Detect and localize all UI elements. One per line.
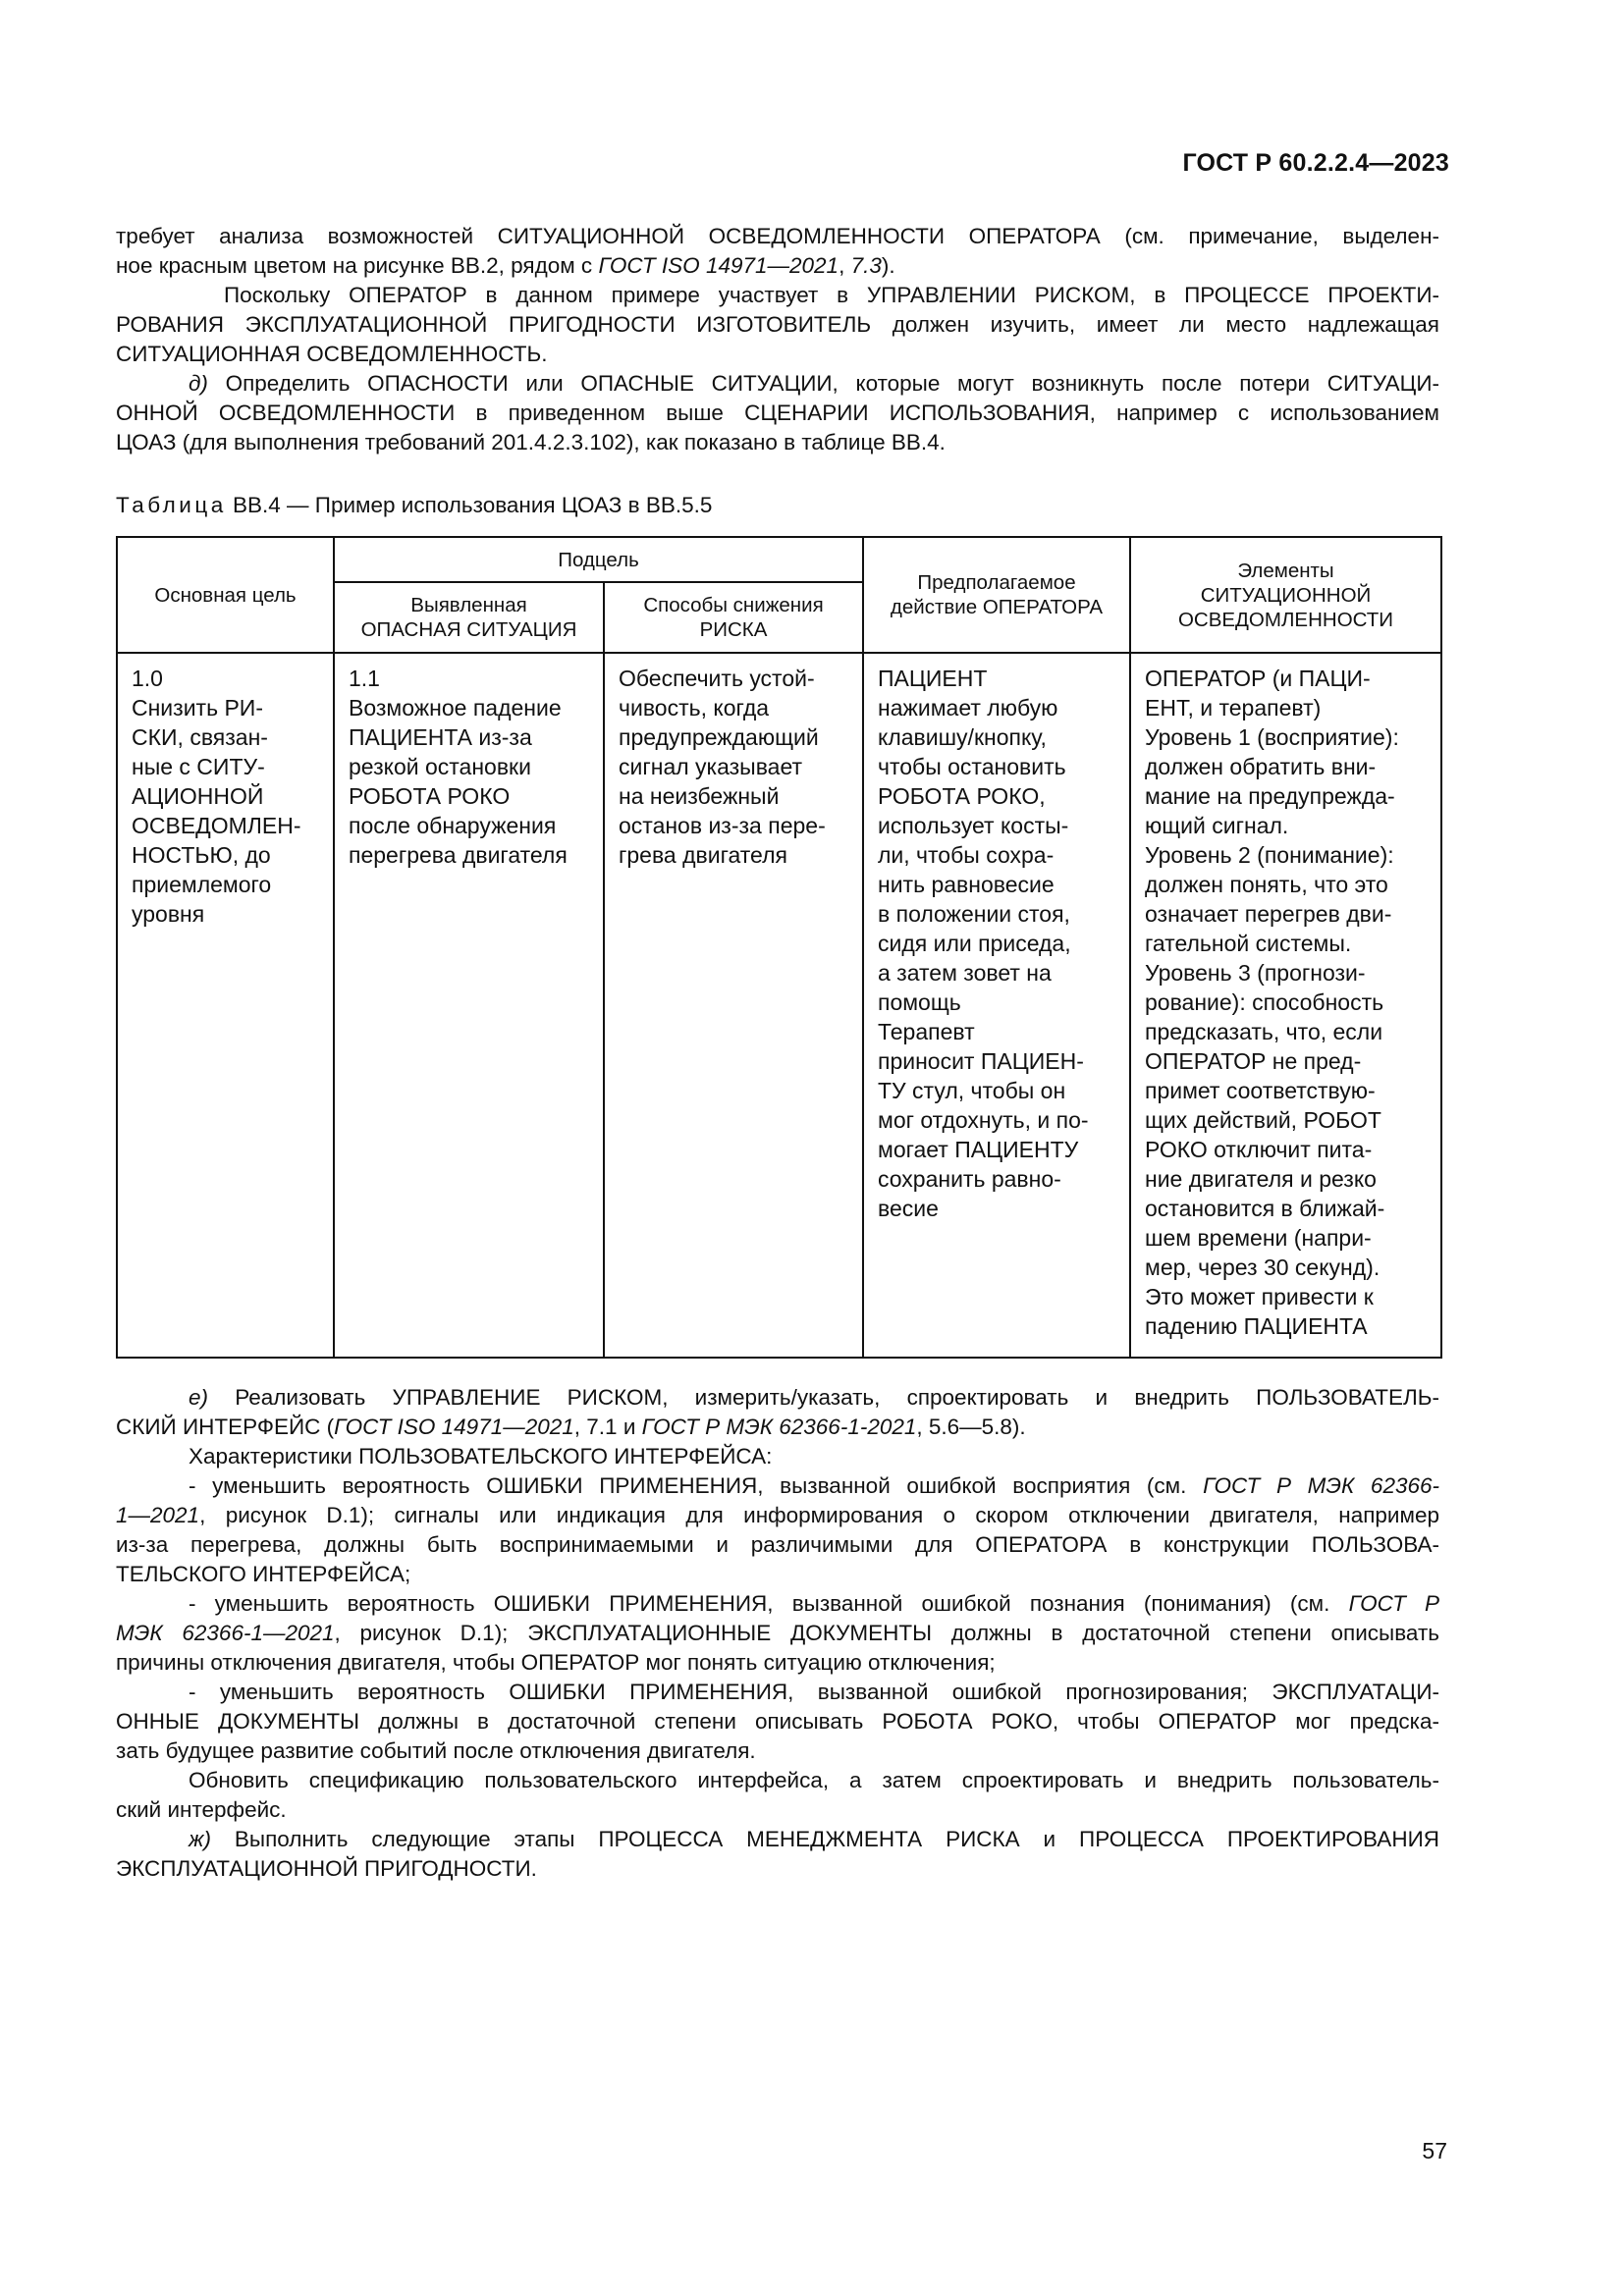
- cell-line: ЕНТ, и терапевт): [1145, 695, 1322, 721]
- cell-line: рование): способность: [1145, 989, 1384, 1015]
- table-cell-sa-elements: [1130, 653, 1441, 1358]
- page-number: 57: [1422, 2138, 1447, 2163]
- cell-line: в положении стоя,: [878, 901, 1070, 927]
- cell-line: ТУ стул, чтобы он: [878, 1078, 1066, 1103]
- cell-line: останов из-за пере-: [619, 813, 826, 838]
- cell-line: а затем зовет на: [878, 960, 1052, 986]
- cell-line: СКИ, связан-: [132, 724, 268, 750]
- cell-line: РОКО отключит пита-: [1145, 1137, 1373, 1162]
- text-line: ОННОЙ ОСВЕДОМЛЕННОСТИ в приведенном выше СЦЕНАРИИ ИСПОЛЬЗОВАНИЯ, например с использованием: [116, 400, 1439, 425]
- text-line: Поскольку ОПЕРАТОР в данном примере участвует в УПРАВЛЕНИИ РИСКОМ, в ПРОЦЕССЕ ПРОЕКТИ-: [224, 283, 1439, 307]
- cell-line: нажимает любую: [878, 695, 1058, 721]
- text-line: ЦОАЗ (для выполнения требований 201.4.2.3.102), как показано в таблице BB.4.: [116, 430, 946, 454]
- text-line: ж) Выполнить следующие этапы ПРОЦЕССА МЕНЕДЖМЕНТА РИСКА и ПРОЦЕССА ПРОЕКТИРОВАНИЯ: [189, 1827, 1439, 1851]
- cell-line: ние двигателя и резко: [1145, 1166, 1377, 1192]
- cell-line: означает перегрев дви-: [1145, 901, 1392, 927]
- cell-line: Уровень 1 (восприятие):: [1145, 724, 1399, 750]
- cell-line: весие: [878, 1196, 939, 1221]
- cell-line: грева двигателя: [619, 842, 787, 868]
- cell-line: мер, через 30 секунд).: [1145, 1255, 1380, 1280]
- text-line: причины отключения двигателя, чтобы ОПЕРАТОР мог понять ситуацию отключения;: [116, 1650, 996, 1675]
- cell-line: чивость, когда: [619, 695, 770, 721]
- text-line: РОВАНИЯ ЭКСПЛУАТАЦИОННОЙ ПРИГОДНОСТИ ИЗГОТОВИТЕЛЬ должен изучить, имеет ли место надлежащая: [116, 312, 1439, 337]
- text-line: МЭК 62366-1—2021, рисунок D.1); ЭКСПЛУАТАЦИОННЫЕ ДОКУМЕНТЫ должны в достаточной степени описывать: [116, 1621, 1439, 1645]
- cell-line: Терапевт: [878, 1019, 975, 1044]
- text-line: ЭКСПЛУАТАЦИОННОЙ ПРИГОДНОСТИ.: [116, 1856, 537, 1881]
- text-line: е) Реализовать УПРАВЛЕНИЕ РИСКОМ, измерить/указать, спроектировать и внедрить ПОЛЬЗОВАТЕЛЬ-: [189, 1385, 1439, 1410]
- cell-line: сигнал указывает: [619, 754, 803, 779]
- header-subgoal: Подцель: [334, 537, 863, 582]
- header-hazard: Выявленная ОПАСНАЯ СИТУАЦИЯ: [334, 582, 604, 653]
- cell-line: падению ПАЦИЕНТА: [1145, 1313, 1368, 1339]
- header-sa-elements: Элементы СИТУАЦИОННОЙ ОСВЕДОМЛЕННОСТИ: [1130, 537, 1441, 653]
- cell-line: шем времени (напри-: [1145, 1225, 1372, 1251]
- text-line: 1—2021, рисунок D.1); сигналы или индикация для информирования о скором отключении двигателя, например: [116, 1503, 1439, 1527]
- table-cell-mitigation: [604, 653, 863, 1358]
- document-id: ГОСТ Р 60.2.2.4—2023: [1182, 149, 1449, 177]
- cell-line: резкой остановки: [349, 754, 531, 779]
- text-line: ский интерфейс.: [116, 1797, 287, 1822]
- cell-line: мог отдохнуть, и по-: [878, 1107, 1089, 1133]
- cell-line: приносит ПАЦИЕН-: [878, 1048, 1084, 1074]
- text-line: Обновить спецификацию пользовательского интерфейса, а затем спроектировать и внедрить пользователь-: [189, 1768, 1439, 1792]
- table-cell-main-goal: [117, 653, 334, 1358]
- cell-line: щих действий, РОБОТ: [1145, 1107, 1381, 1133]
- table-cell-operator-action: [863, 653, 1130, 1358]
- header-main-goal: Основная цель: [117, 537, 334, 653]
- cell-line: ПАЦИЕНТ: [878, 666, 988, 691]
- cell-line: ющий сигнал.: [1145, 813, 1289, 838]
- cell-line: ОПЕРАТОР не пред-: [1145, 1048, 1362, 1074]
- text-line: из-за перегрева, должны быть воспринимаемыми и различимыми для ОПЕРАТОРА в конструкции ПОЛЬЗОВА-: [116, 1532, 1439, 1557]
- text-line: ное красным цветом на рисунке BB.2, рядом с ГОСТ ISO 14971—2021, 7.3).: [116, 253, 895, 278]
- cell-line: НОСТЬЮ, до: [132, 842, 271, 868]
- table-caption: Таблица BB.4 — Пример использования ЦОАЗ в BB.5.5: [116, 493, 713, 517]
- text-line: - уменьшить вероятность ОШИБКИ ПРИМЕНЕНИЯ, вызванной ошибкой прогнозирования; ЭКСПЛУАТАЦИ-: [189, 1680, 1439, 1704]
- cell-line: нить равновесие: [878, 872, 1055, 897]
- cell-line: РОБОТА РОКО,: [878, 783, 1046, 809]
- cell-line: предупреждающий: [619, 724, 819, 750]
- cell-line: предсказать, что, если: [1145, 1019, 1383, 1044]
- cell-line: перегрева двигателя: [349, 842, 568, 868]
- cell-line: 1.1: [349, 666, 380, 691]
- cell-line: Уровень 2 (понимание):: [1145, 842, 1394, 868]
- cell-line: ОПЕРАТОР (и ПАЦИ-: [1145, 666, 1371, 691]
- cell-line: гательной системы.: [1145, 931, 1352, 956]
- cell-line: ные с СИТУ-: [132, 754, 265, 779]
- cell-line: ли, чтобы сохра-: [878, 842, 1055, 868]
- cell-line: должен понять, что это: [1145, 872, 1388, 897]
- cell-line: клавишу/кнопку,: [878, 724, 1047, 750]
- cell-line: Уровень 3 (прогнози-: [1145, 960, 1366, 986]
- hta-table: [116, 536, 1442, 1359]
- text-line: СИТУАЦИОННАЯ ОСВЕДОМЛЕННОСТЬ.: [116, 342, 548, 366]
- header-mitigation: Способы снижения РИСКА: [604, 582, 863, 653]
- cell-line: примет соответствую-: [1145, 1078, 1376, 1103]
- text-line: ОННЫЕ ДОКУМЕНТЫ должны в достаточной степени описывать РОБОТА РОКО, чтобы ОПЕРАТОР мог предска-: [116, 1709, 1439, 1734]
- cell-line: Это может привести к: [1145, 1284, 1374, 1309]
- text-line: требует анализа возможностей СИТУАЦИОННОЙ ОСВЕДОМЛЕННОСТИ ОПЕРАТОРА (см. примечание, выделен-: [116, 224, 1439, 248]
- cell-line: чтобы остановить: [878, 754, 1066, 779]
- text-line: - уменьшить вероятность ОШИБКИ ПРИМЕНЕНИЯ, вызванной ошибкой восприятия (см. ГОСТ Р МЭК 62366-: [189, 1473, 1439, 1498]
- cell-line: должен обратить вни-: [1145, 754, 1377, 779]
- cell-line: после обнаружения: [349, 813, 557, 838]
- cell-line: приемлемого: [132, 872, 272, 897]
- cell-line: Обеспечить устой-: [619, 666, 815, 691]
- cell-line: сохранить равно-: [878, 1166, 1061, 1192]
- cell-line: сидя или приседа,: [878, 931, 1071, 956]
- cell-line: помощь: [878, 989, 961, 1015]
- cell-line: Возможное падение: [349, 695, 562, 721]
- text-line: д) Определить ОПАСНОСТИ или ОПАСНЫЕ СИТУАЦИИ, которые могут возникнуть после потери СИТУАЦИ-: [189, 371, 1439, 396]
- cell-line: использует косты-: [878, 813, 1069, 838]
- cell-line: уровня: [132, 901, 205, 927]
- cell-line: Снизить РИ-: [132, 695, 263, 721]
- text-line: СКИЙ ИНТЕРФЕЙС (ГОСТ ISO 14971—2021, 7.1 и ГОСТ Р МЭК 62366-1-2021, 5.6—5.8).: [116, 1415, 1026, 1439]
- text-line: - уменьшить вероятность ОШИБКИ ПРИМЕНЕНИЯ, вызванной ошибкой познания (понимания) (см. ГОСТ Р: [189, 1591, 1440, 1616]
- text-line: Характеристики ПОЛЬЗОВАТЕЛЬСКОГО ИНТЕРФЕЙСА:: [189, 1444, 773, 1468]
- cell-line: РОБОТА РОКО: [349, 783, 511, 809]
- cell-line: ОСВЕДОМЛЕН-: [132, 813, 301, 838]
- cell-line: на неизбежный: [619, 783, 780, 809]
- cell-line: ПАЦИЕНТА из-за: [349, 724, 532, 750]
- cell-line: остановится в ближай-: [1145, 1196, 1385, 1221]
- cell-line: могает ПАЦИЕНТУ: [878, 1137, 1079, 1162]
- after-table-text: [116, 1383, 1439, 1884]
- table-cell-hazard: [334, 653, 604, 1358]
- text-line: ТЕЛЬСКОГО ИНТЕРФЕЙСА;: [116, 1562, 411, 1586]
- header-operator-action: Предполагаемое действие ОПЕРАТОРА: [863, 537, 1130, 653]
- cell-line: АЦИОННОЙ: [132, 783, 264, 809]
- cell-line: мание на предупрежда-: [1145, 783, 1395, 809]
- cell-line: 1.0: [132, 666, 163, 691]
- intro-text: [116, 222, 1439, 457]
- text-line: зать будущее развитие событий после отключения двигателя.: [116, 1738, 756, 1763]
